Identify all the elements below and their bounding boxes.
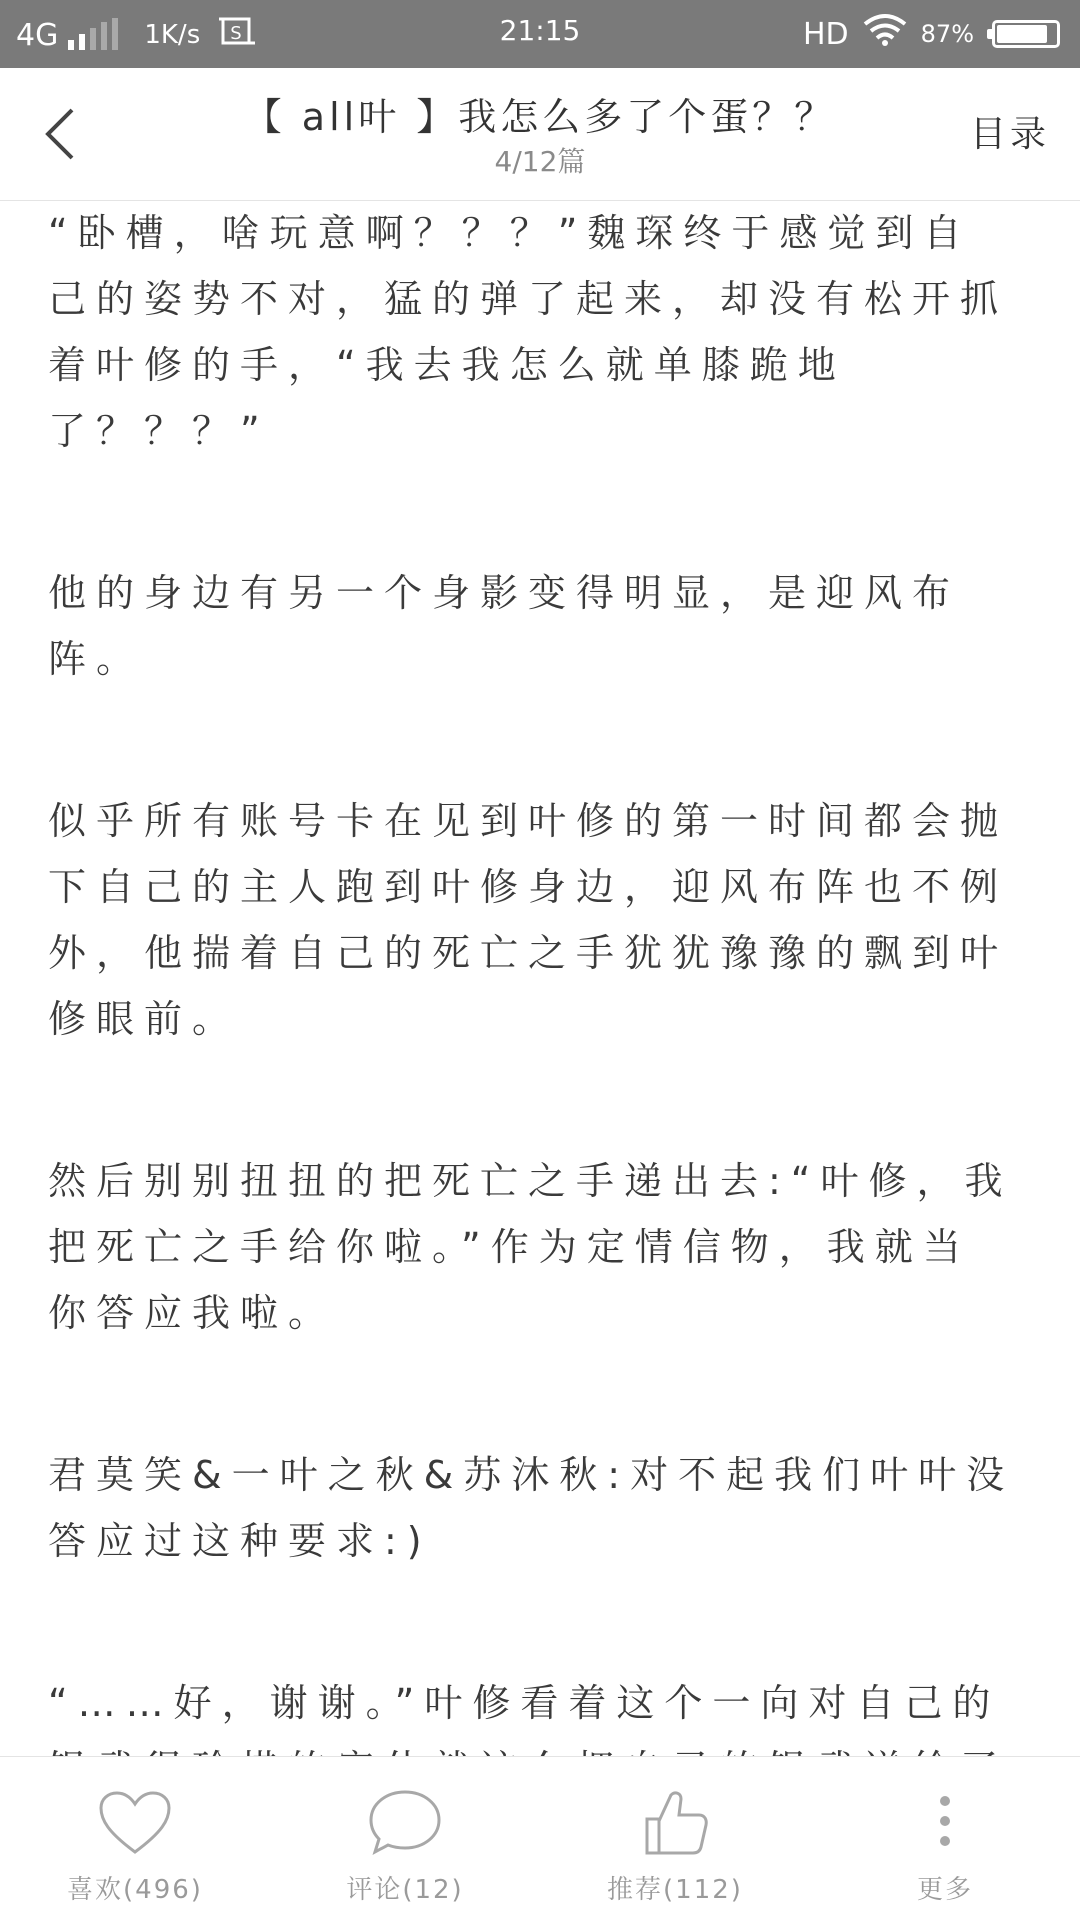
battery-percent: 87% xyxy=(920,20,974,48)
like-label: 喜欢(496) xyxy=(67,1875,203,1905)
battery-icon xyxy=(992,20,1060,48)
chapter-title: 【 all叶 】我怎么多了个蛋？？ xyxy=(243,95,837,139)
paragraph: “卧槽，啥玩意啊？？？”魏琛终于感觉到自己的姿势不对，猛的弹了起来，却没有松开抓着叶修的手，“我去我怎么就单膝跪地了？？？” xyxy=(48,211,1009,453)
thumbs-up-icon xyxy=(635,1787,715,1859)
heart-icon xyxy=(95,1787,175,1859)
wifi-icon xyxy=(863,14,907,54)
paragraph: 君莫笑&一叶之秋&苏沐秋:对不起我们叶叶没答应过这种要求:) xyxy=(48,1453,1015,1563)
comment-button[interactable] xyxy=(270,1757,540,1921)
paragraph: 似乎所有账号卡在见到叶修的第一时间都会抛下自己的主人跑到叶修身边，迎风布阵也不例外，他揣着自己的死亡之手犹犹豫豫的飘到叶修眼前。 xyxy=(48,799,1009,1041)
nav-bar xyxy=(0,68,1080,201)
article-content xyxy=(48,200,1018,1755)
comment-label: 评论(12) xyxy=(346,1875,464,1905)
more-label: 更多 xyxy=(916,1875,973,1905)
bottom-action-bar xyxy=(0,1756,1080,1921)
recommend-button[interactable] xyxy=(540,1757,810,1921)
back-button[interactable] xyxy=(30,100,90,168)
recommend-label: 推荐(112) xyxy=(607,1875,743,1905)
network-speed: 1K/s xyxy=(144,20,201,50)
network-type: 4G xyxy=(16,17,59,53)
paragraph: 然后别别扭扭的把死亡之手递出去:“叶修，我把死亡之手给你啦。”作为定情信物，我就当你答应我啦。 xyxy=(48,1159,1013,1335)
like-button[interactable] xyxy=(0,1757,270,1921)
status-bar xyxy=(0,0,1080,68)
paragraph: “……好，谢谢。”叶修看着这个一向对自己的 xyxy=(48,1681,1001,1725)
chevron-left-icon xyxy=(40,104,80,164)
hd-indicator: HD xyxy=(802,16,849,52)
chapter-progress: 4/12篇 xyxy=(494,145,586,178)
status-time: 21:15 xyxy=(499,14,581,47)
comment-icon xyxy=(365,1787,445,1859)
status-right xyxy=(803,14,1060,54)
toc-button[interactable]: 目录 xyxy=(969,114,1050,155)
svg-text:S: S xyxy=(230,23,242,44)
more-vertical-icon xyxy=(905,1787,985,1859)
paragraph: 他的身边有另一个身影变得明显，是迎风布阵。 xyxy=(48,571,961,681)
more-button[interactable] xyxy=(810,1757,1080,1921)
